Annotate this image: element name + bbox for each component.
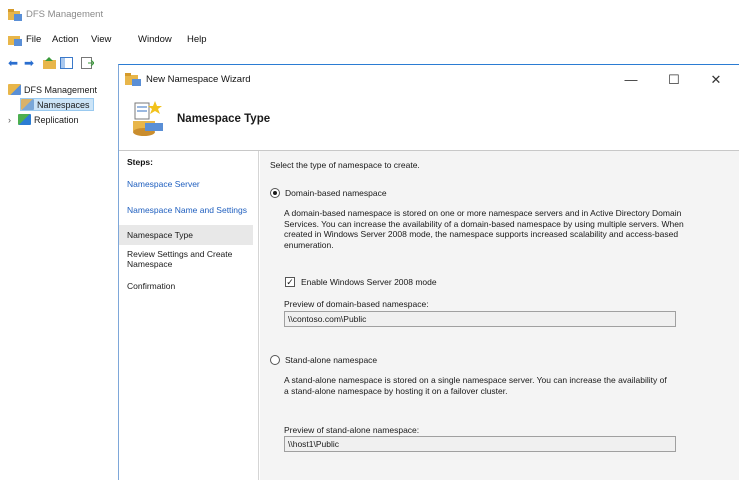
menu-view[interactable]: View	[91, 34, 112, 45]
dfs-management-icon	[8, 84, 21, 95]
domain-based-label[interactable]: Domain-based namespace	[285, 188, 387, 198]
console-icon	[8, 34, 22, 48]
domain-based-description: A domain-based namespace is stored on one or more namespace servers and in Active Directory Domain Services. You can increase the availability of a domain-based namespace by using multiple servers. When created in Windows Server 2008 mode, the namespace supports increased scalability and access-based enumeration.	[284, 208, 684, 250]
mmc-window-title: DFS Management	[26, 9, 104, 20]
mmc-menu-bar	[0, 30, 739, 52]
namespace-type-icon	[131, 99, 165, 137]
prompt-text: Select the type of namespace to create.	[270, 160, 420, 170]
wizard-header	[119, 93, 739, 145]
show-hide-tree-icon[interactable]	[59, 56, 73, 70]
step-namespace-server[interactable]: Namespace Server	[127, 179, 200, 189]
forward-arrow-icon[interactable]: ➡	[23, 56, 35, 70]
tree-item-label: Replication	[34, 114, 79, 125]
stand-alone-radio[interactable]	[270, 355, 280, 365]
content-pane	[260, 151, 739, 480]
wizard-icon	[125, 73, 141, 88]
step-review-settings: Review Settings and Create Namespace	[127, 249, 233, 269]
domain-based-radio[interactable]	[270, 188, 280, 198]
console-tree	[0, 78, 118, 480]
new-namespace-wizard-dialog	[118, 64, 739, 480]
step-namespace-name-and-settings[interactable]: Namespace Name and Settings	[127, 205, 248, 215]
stand-alone-preview-field: \\host1\Public	[284, 436, 676, 452]
domain-preview-label: Preview of domain-based namespace:	[284, 299, 429, 309]
up-folder-icon[interactable]	[42, 56, 56, 70]
dfs-management-icon	[8, 9, 22, 23]
step-namespace-type: Namespace Type	[119, 225, 253, 245]
export-list-icon[interactable]	[80, 56, 94, 70]
steps-pane	[119, 151, 259, 480]
menu-action[interactable]: Action	[52, 34, 79, 45]
stand-alone-preview-label: Preview of stand-alone namespace:	[284, 425, 420, 435]
tree-item-namespaces[interactable]	[20, 98, 94, 111]
tree-item-label: Namespaces	[37, 99, 90, 110]
tree-item-replication[interactable]	[8, 114, 79, 125]
enable-2008-mode-checkbox[interactable]: ✓	[286, 277, 294, 287]
stand-alone-description: A stand-alone namespace is stored on a single namespace server. You can increase the availability of a stand-alone namespace by hosting it on a failover cluster.	[284, 375, 667, 396]
menu-file[interactable]: File	[26, 34, 42, 45]
enable-2008-mode-label[interactable]: Enable Windows Server 2008 mode	[301, 277, 437, 287]
maximize-button[interactable]: ☐	[668, 72, 680, 87]
close-button[interactable]: ✕	[710, 72, 722, 87]
domain-preview-field: \\contoso.com\Public	[284, 311, 676, 327]
back-arrow-icon[interactable]: ⬅	[7, 56, 19, 70]
mmc-toolbar	[0, 53, 125, 75]
step-confirmation: Confirmation	[127, 281, 176, 291]
replication-icon	[18, 114, 31, 125]
stand-alone-label[interactable]: Stand-alone namespace	[285, 355, 378, 365]
tree-item-dfs-management[interactable]	[8, 84, 97, 95]
wizard-title-bar	[119, 65, 739, 93]
wizard-page-title: Namespace Type	[177, 113, 271, 125]
wizard-window-title: New Namespace Wizard	[146, 74, 251, 85]
minimize-button[interactable]: —	[624, 72, 638, 87]
tree-item-label: DFS Management	[24, 84, 98, 95]
namespaces-icon	[21, 99, 34, 110]
steps-heading: Steps:	[127, 157, 153, 167]
mmc-title-bar	[0, 0, 739, 28]
menu-help[interactable]: Help	[187, 34, 207, 45]
chevron-right-icon[interactable]: ›	[8, 114, 11, 125]
menu-window[interactable]: Window	[138, 34, 172, 45]
